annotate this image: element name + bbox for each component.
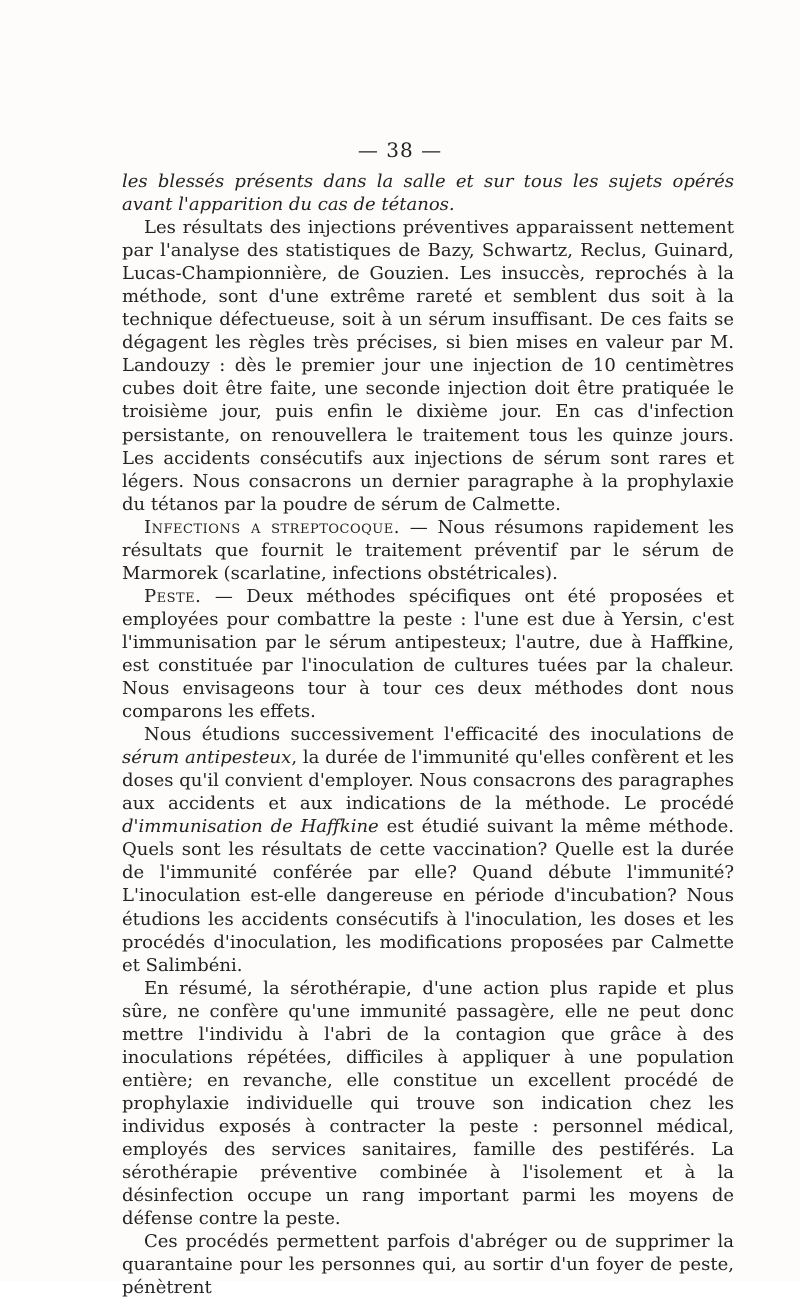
section-heading-streptocoque: Infections a streptocoque. bbox=[144, 516, 400, 538]
paragraph-4 bbox=[122, 585, 734, 723]
paragraph-6: En résumé, la sérothérapie, d'une action plus rapide et plus sûre, ne confère qu'une immunité passagère, elle ne peut donc mettre l'individu à l'abri de la contagion que grâce à des inoculations répétées, difficiles à appliquer à une population entière; en revanche, elle constitue un excellent procédé de prophylaxie individuelle qui trouve son indication chez les individus exposés à contracter la peste : personnel médical, employés des services sanitaires, famille des pestiférés. La sérothérapie préventive combinée à l'isolement et à la désinfection occupe un rang important parmi les moyens de défense contre la peste. bbox=[122, 977, 734, 1230]
paragraph-5-part-e: est étudié suivant la même méthode. Quels sont les résultats de cette vaccination? Quelle est la durée de l'immunité conférée par elle? Quand débute l'immunité? L'inoculation est-elle dangereuse en période d'incubation? Nous étudions les accidents consécutifs à l'inoculation, les doses et les procédés d'inoculation, les modifications proposées par Calmette et Salimbéni. bbox=[122, 816, 735, 976]
section-heading-peste: Peste. bbox=[144, 585, 202, 607]
paragraph-7: Ces procédés permettent parfois d'abréger ou de supprimer la quarantaine pour les personnes qui, au sortir d'un foyer de peste, pénètrent bbox=[122, 1231, 734, 1299]
body-text bbox=[122, 170, 734, 1299]
paragraph-5-italic-haffkine: d'immunisation de Haffkine bbox=[122, 816, 379, 838]
paragraph-3 bbox=[122, 516, 734, 585]
paragraph-5-part-c: , la durée de l'immunité qu'elles confèrent et les doses qu'il convient d'employer. Nous consacrons des paragraphes aux accidents et aux indications de la méthode. Le procédé bbox=[122, 747, 735, 815]
paragraph-1: les blessés présents dans la salle et sur tous les sujets opérés avant l'apparition du cas de tétanos. bbox=[122, 171, 734, 216]
paragraph-3-text: — Nous résumons rapidement les résultats que fournit le traitement préventif par le sérum de Marmorek (scarlatine, infections obstétricales). bbox=[122, 516, 734, 584]
paragraph-5-part-a: Nous étudions successivement l'efficacité des inoculations de bbox=[144, 724, 734, 746]
page-number: — 38 — bbox=[357, 138, 443, 162]
paragraph-2: Les résultats des injections préventives apparaissent nettement par l'analyse des statistiques de Bazy, Schwartz, Reclus, Guinard, Lucas-Championnière, de Gouzien. Les insuccès, reprochés à la méthode, sont d'une extrême rareté et semblent dus soit à la technique défectueuse, soit à un sérum insuffisant. De ces faits se dégagent les règles très précises, si bien mises en valeur par M. Landouzy : dès le premier jour une injection de 10 centimètres cubes doit être faite, une seconde injection doit être pratiquée le troisième jour, puis enfin le dixième jour. En cas d'infection persistante, on renouvellera le traitement tous les quinze jours. Les accidents consécutifs aux injections de sérum sont rares et légers. Nous consacrons un dernier paragraphe à la prophylaxie du tétanos par la poudre de sérum de Calmette. bbox=[122, 217, 734, 515]
paragraph-5-italic-serum: sérum antipesteux bbox=[122, 747, 292, 769]
paragraph-4-text: — Deux méthodes spécifiques ont été proposées et employées pour combattre la peste : l'une est due à Yersin, c'est l'immunisation par le sérum antipesteux; l'autre, due à Haffkine, est constituée par l'inoculation de cultures tuées par la chaleur. Nous envisageons tour à tour ces deux méthodes dont nous comparons les effets. bbox=[122, 585, 734, 723]
paragraph-5 bbox=[122, 723, 734, 977]
